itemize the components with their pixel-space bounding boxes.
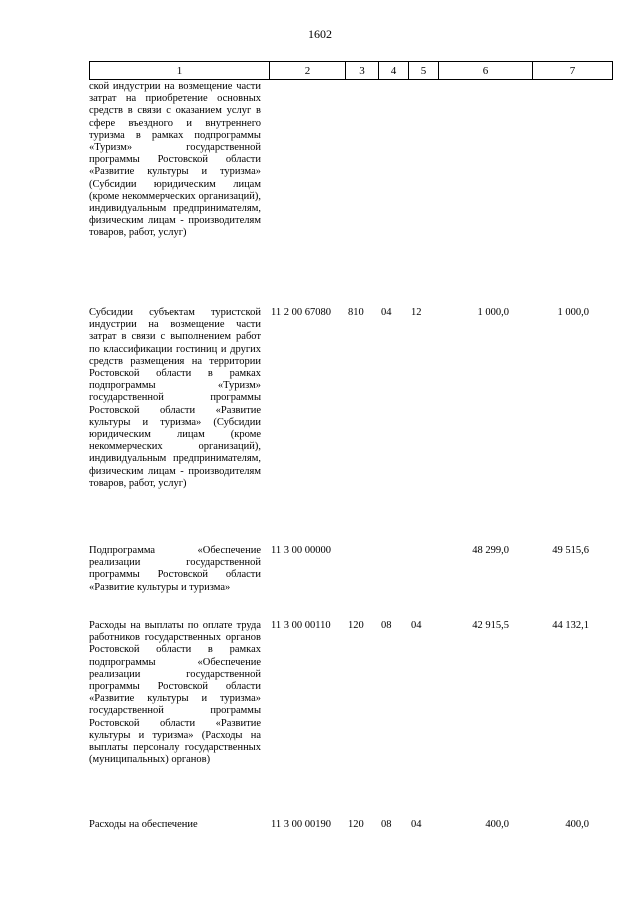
- row-col-7: 400,0: [565, 819, 589, 830]
- header-col-7: 7: [533, 62, 613, 80]
- page-number: 1602: [308, 27, 332, 41]
- row-col-3: 120: [348, 819, 364, 830]
- header-col-1: 1: [90, 62, 270, 80]
- header-col-3: 3: [346, 62, 379, 80]
- row-description: Субсидии субъектам туристской индустрии на возмещение части затрат в связи с выполнением работ по классификации гостиниц и других средств размещения на территории Ростовской области в рамках подпрограммы «Туризм» государственной программы Ростовской области «Развитие культуры и туризма» (Субсидии юридическим лицам (кроме некоммерческих организаций), индивидуальным предпринимателям, физическим лицам - производителям товаров, работ, услуг): [89, 307, 261, 489]
- header-col-5: 5: [409, 62, 439, 80]
- row-col-7: 49 515,6: [552, 545, 589, 556]
- row-code: 11 3 00 00000: [271, 545, 331, 556]
- row-code: 11 2 00 67080: [271, 307, 331, 318]
- row-code: 11 3 00 00110: [271, 620, 331, 631]
- row-col-4: 08: [381, 620, 392, 631]
- header-col-6: 6: [439, 62, 533, 80]
- table-header: [89, 61, 613, 80]
- header-col-2: 2: [270, 62, 346, 80]
- row-description: Подпрограмма «Обеспечение реализации государственной программы Ростовской области «Развитие культуры и туризма»: [89, 545, 261, 593]
- row-description: Расходы на обеспечение: [89, 819, 198, 830]
- row-col-4: 04: [381, 307, 392, 318]
- header-col-4: 4: [379, 62, 409, 80]
- row-col-5: 04: [411, 819, 422, 830]
- row-col-5: 04: [411, 620, 422, 631]
- row-col-6: 42 915,5: [472, 620, 509, 631]
- row-col-7: 1 000,0: [557, 307, 589, 318]
- row-col-5: 12: [411, 307, 422, 318]
- row-code: 11 3 00 00190: [271, 819, 331, 830]
- row-description: ской индустрии на возмещение части затрат на приобретение основных средств в связи с оказанием услуг в сфере въездного и внутреннего туризма в рамках подпрограммы «Туризм» государственной программы Ростовской области «Развитие культуры и туризма» (Субсидии юридическим лицам (кроме некоммерческих организаций), индивидуальным предпринимателям, физическим лицам - производителям товаров, работ, услуг): [89, 81, 261, 239]
- row-col-7: 44 132,1: [552, 620, 589, 631]
- row-col-6: 400,0: [485, 819, 509, 830]
- row-col-3: 810: [348, 307, 364, 318]
- row-description: Расходы на выплаты по оплате труда работников государственных органов Ростовской области в рамках подпрограммы «Обеспечение реализации государственной программы Ростовской области «Развитие культуры и туризма» государственной программы Ростовской области «Развитие культуры и туризма» (Расходы на выплаты персоналу государственных (муниципальных) органов): [89, 620, 261, 766]
- row-col-3: 120: [348, 620, 364, 631]
- row-col-4: 08: [381, 819, 392, 830]
- row-col-6: 48 299,0: [472, 545, 509, 556]
- row-col-6: 1 000,0: [477, 307, 509, 318]
